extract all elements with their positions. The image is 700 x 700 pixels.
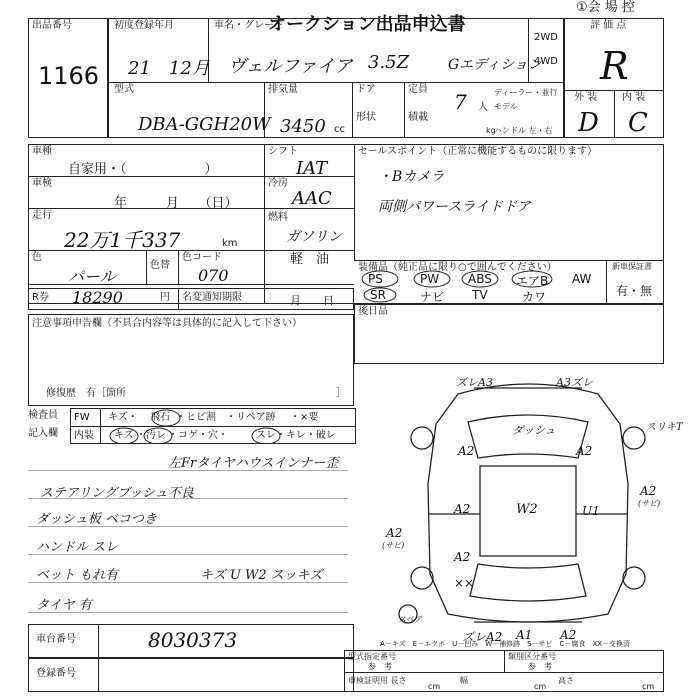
shift-value: IAT	[296, 158, 328, 179]
displacement-unit: cc	[334, 124, 345, 135]
displacement-value: 3450	[280, 116, 326, 137]
reg-box	[28, 658, 354, 692]
divider	[606, 260, 607, 304]
mark-a2-side-right: A2	[640, 484, 657, 498]
mark-top-left: ズレA3	[456, 376, 493, 389]
drive-2wd-label: 2WD	[534, 32, 558, 43]
circle-abs	[462, 271, 498, 287]
dealer-label: ディーラー・並行	[494, 88, 558, 97]
recycle-label: R券	[32, 292, 49, 303]
cm-unit-1: cm	[428, 682, 441, 691]
equip-sr: SR	[370, 288, 386, 302]
entry-label: 記入欄	[28, 428, 58, 439]
divider	[264, 144, 265, 304]
divider	[352, 82, 353, 138]
check-needed: ・×要	[290, 412, 319, 423]
divider	[344, 672, 664, 673]
shift-label: シフト	[268, 146, 298, 157]
mark-a2-mid: A2	[454, 502, 471, 516]
km-unit: km	[222, 238, 238, 249]
chassis-no-value: 8030373	[148, 628, 238, 652]
rear-window	[470, 564, 586, 601]
divider	[146, 250, 147, 284]
mark-dash: ダッシュ	[512, 424, 556, 437]
model-code-value: DBA-GGH20W	[138, 114, 271, 135]
model-code-label: 型式	[114, 84, 134, 95]
divider	[354, 260, 664, 261]
mileage-label: 走行	[32, 210, 52, 221]
wheel-rr	[623, 567, 645, 589]
wheel-fr	[623, 427, 645, 449]
check-tear: ・キレ・破レ	[276, 430, 336, 441]
warranty-option: 有・無	[616, 284, 653, 298]
mark-u1: U1	[582, 504, 600, 518]
fuel-value-2: 軽 油	[290, 252, 330, 267]
usage-value: 自家用・（ ）	[68, 162, 218, 177]
inspection-value: 年 月 （日）	[114, 196, 238, 211]
doors-label: ドア	[356, 84, 376, 95]
sell-points-label: セールスポイント（正常に機能するものに限ります）	[358, 146, 598, 157]
note-4: ハンドル スレ	[36, 540, 119, 555]
seats-value: 7	[454, 90, 467, 114]
inspection-label: 車検	[32, 178, 52, 189]
auction-sheet	[28, 0, 683, 692]
check-burn-hole: ・コゲ・穴・	[168, 430, 228, 441]
load-label: 積載	[408, 112, 428, 123]
notes-label: 注意事項申告欄（不具合内容等は具体的に記入して下さい）	[32, 318, 302, 329]
model-year-label: モデル	[494, 102, 518, 111]
note-5: ベット もれ有	[36, 568, 119, 583]
mark-mirror: スリキT	[646, 422, 683, 433]
recycle-value: 18290	[72, 288, 123, 307]
ac-value: AAC	[292, 188, 332, 209]
equip-tv: TV	[472, 288, 488, 302]
mark-a2-side-left: A2	[386, 526, 403, 540]
note-line	[28, 612, 348, 613]
wheel-rl	[411, 567, 433, 589]
score-label: 評 価 点	[590, 20, 627, 31]
after-items-box	[354, 304, 664, 364]
equip-pw: PW	[420, 272, 440, 286]
divider	[264, 82, 265, 138]
check-int-scratch: キズ	[114, 430, 134, 441]
load-unit: kg	[486, 126, 496, 135]
fuel-value-1: ガソリン	[286, 229, 342, 245]
drive-4wd-label: 4WD	[534, 56, 558, 67]
cert-length-label: 車検証明用 長さ	[348, 676, 407, 685]
cert-height-label: 高さ	[558, 676, 574, 685]
category-no-label: 類別区分番号	[508, 652, 556, 661]
check-interior: 内装	[74, 430, 94, 441]
mark-a2-lower: A2	[454, 550, 471, 564]
check-circles	[108, 408, 288, 444]
lot-number-value: 1166	[38, 62, 100, 90]
seats-label: 定員	[408, 84, 428, 95]
reg-no-label: 登録番号	[36, 668, 76, 679]
yen-unit: 円	[160, 292, 170, 303]
fuel-label: 燃料	[268, 212, 288, 223]
color-label: 色	[32, 252, 42, 263]
note-6: タイヤ 有	[36, 598, 92, 613]
cm-unit-2: cm	[534, 682, 547, 691]
repair-label: 修復歴 有［箇所	[46, 388, 126, 399]
divider	[528, 18, 529, 82]
mark-a2-side-right-sub: (サビ)	[638, 499, 661, 508]
circle-sr	[364, 288, 396, 302]
equip-navi: ナビ	[420, 290, 445, 304]
check-chip: 飛石	[150, 412, 170, 423]
divider	[504, 650, 505, 672]
equip-ps: PS	[368, 272, 383, 286]
divider	[108, 82, 564, 83]
name-change-label: 名変通知期限	[182, 292, 242, 303]
check-repair-trace: ・リペア跡	[226, 412, 276, 423]
mark-a2-right: A2	[576, 444, 593, 458]
repair-close: ］	[336, 388, 346, 399]
usage-label: 車種	[32, 146, 52, 157]
model-cert-ref: 参 考	[368, 662, 392, 671]
circle-chip	[152, 410, 180, 426]
lot-number-label: 出品番号	[32, 20, 72, 31]
equip-airbag: エアB	[516, 274, 549, 288]
mark-xx: ××	[454, 576, 475, 590]
color-value: パール	[68, 267, 116, 286]
check-fw: FW	[74, 412, 90, 423]
equip-leather: カワ	[522, 290, 547, 304]
circle-wear	[252, 428, 280, 444]
divider	[404, 82, 405, 138]
after-items-label: 後日品	[358, 306, 388, 317]
color-code-value: 070	[198, 266, 229, 285]
mark-a2-left: A2	[458, 444, 475, 458]
hall-copy-label: ①会 場 控	[576, 0, 635, 15]
sheet-title: オークション出品申込書	[268, 14, 466, 35]
divider	[28, 284, 354, 285]
note-3: ダッシュ板 ベコつき	[36, 512, 157, 527]
circle-dirt	[144, 428, 172, 444]
circle-pw	[414, 271, 450, 287]
category-no-ref: 参 考	[528, 662, 552, 671]
divider	[178, 288, 179, 310]
name-change-value: 月 日	[290, 294, 334, 307]
mileage-value: 22万1千337	[64, 228, 181, 252]
note-line	[28, 498, 348, 499]
sell-point-1: ・Bカメラ	[378, 169, 445, 185]
mark-rear-left: ズレA2	[462, 630, 503, 644]
new-warranty-label: 新車保証書	[612, 262, 652, 271]
sell-point-2: 両側パワースライドドア	[378, 199, 531, 215]
color-code-label: 色コード	[182, 252, 222, 263]
note-7: キズ U W2 スッキズ	[200, 568, 323, 583]
check-dirt: 汚レ	[146, 430, 166, 441]
chassis-no-label: 車台番号	[36, 634, 76, 645]
interior-value: C	[628, 108, 648, 138]
note-line	[28, 582, 348, 583]
color-change-label: 色替	[150, 260, 170, 271]
divider	[614, 90, 615, 138]
interior-label: 内 装	[622, 92, 646, 103]
mark-top-right: A3ズレ	[556, 376, 593, 389]
equip-abs: ABS	[468, 272, 492, 286]
note-1: 左Frタイヤハウスインナー歪	[168, 456, 339, 471]
score-value: R	[600, 44, 629, 88]
mark-rear-right: A2	[560, 628, 577, 642]
note-line	[28, 554, 348, 555]
divider	[178, 250, 179, 284]
cm-unit-3: cm	[642, 682, 655, 691]
model-name-value: ヴェルファイア	[228, 56, 353, 77]
equipment-circles	[358, 268, 598, 304]
exterior-value: D	[578, 108, 599, 138]
mark-a2-side-left-sub: (サビ)	[382, 541, 405, 550]
handle-label: ハンドル 左・右	[494, 126, 553, 135]
circle-airbag	[512, 271, 552, 287]
first-reg-label: 初度登録年月	[114, 20, 174, 31]
circle-int-scratch	[110, 428, 138, 444]
circle-ps	[362, 271, 398, 287]
edition-value: Gエディション	[448, 57, 542, 73]
note-line	[28, 470, 348, 471]
mark-w2: W2	[516, 502, 538, 517]
inspector-label: 検査員	[28, 410, 58, 421]
model-cert-label: 型式指定番号	[348, 652, 396, 661]
check-sep: ・	[136, 430, 146, 441]
note-line	[28, 526, 348, 527]
divider	[100, 408, 101, 444]
note-2: ステアリングブッシュ不良	[40, 486, 194, 501]
cert-width-label: 幅	[460, 676, 468, 685]
check-crack: ・ヒビ割	[176, 412, 216, 423]
seats-unit: 人	[478, 102, 488, 113]
model-grade-label: 車名・グレード	[214, 20, 284, 31]
displacement-label: 排気量	[268, 84, 298, 95]
wheel-fl	[411, 427, 433, 449]
check-wear: スレ	[256, 430, 276, 441]
damage-legend: A－キズ E－エクボ U－凹み W－補修跡 S－サビ C－腐食 XX－交換済	[380, 640, 631, 648]
divider	[354, 144, 355, 260]
shape-label: 形状	[356, 112, 376, 123]
equip-aw: AW	[572, 272, 592, 286]
ac-label: 冷房	[268, 178, 288, 189]
mark-rear-center: A1	[516, 628, 533, 642]
first-reg-value: 21 12月	[128, 58, 210, 79]
check-scratch: キズ・	[108, 412, 138, 423]
exterior-label: 外 装	[574, 92, 598, 103]
grade-value: 3.5Z	[368, 52, 410, 73]
mark-spare: スペア	[398, 615, 422, 624]
equipment-label: 装備品（純正品に限り○で囲んでください）	[358, 262, 557, 273]
